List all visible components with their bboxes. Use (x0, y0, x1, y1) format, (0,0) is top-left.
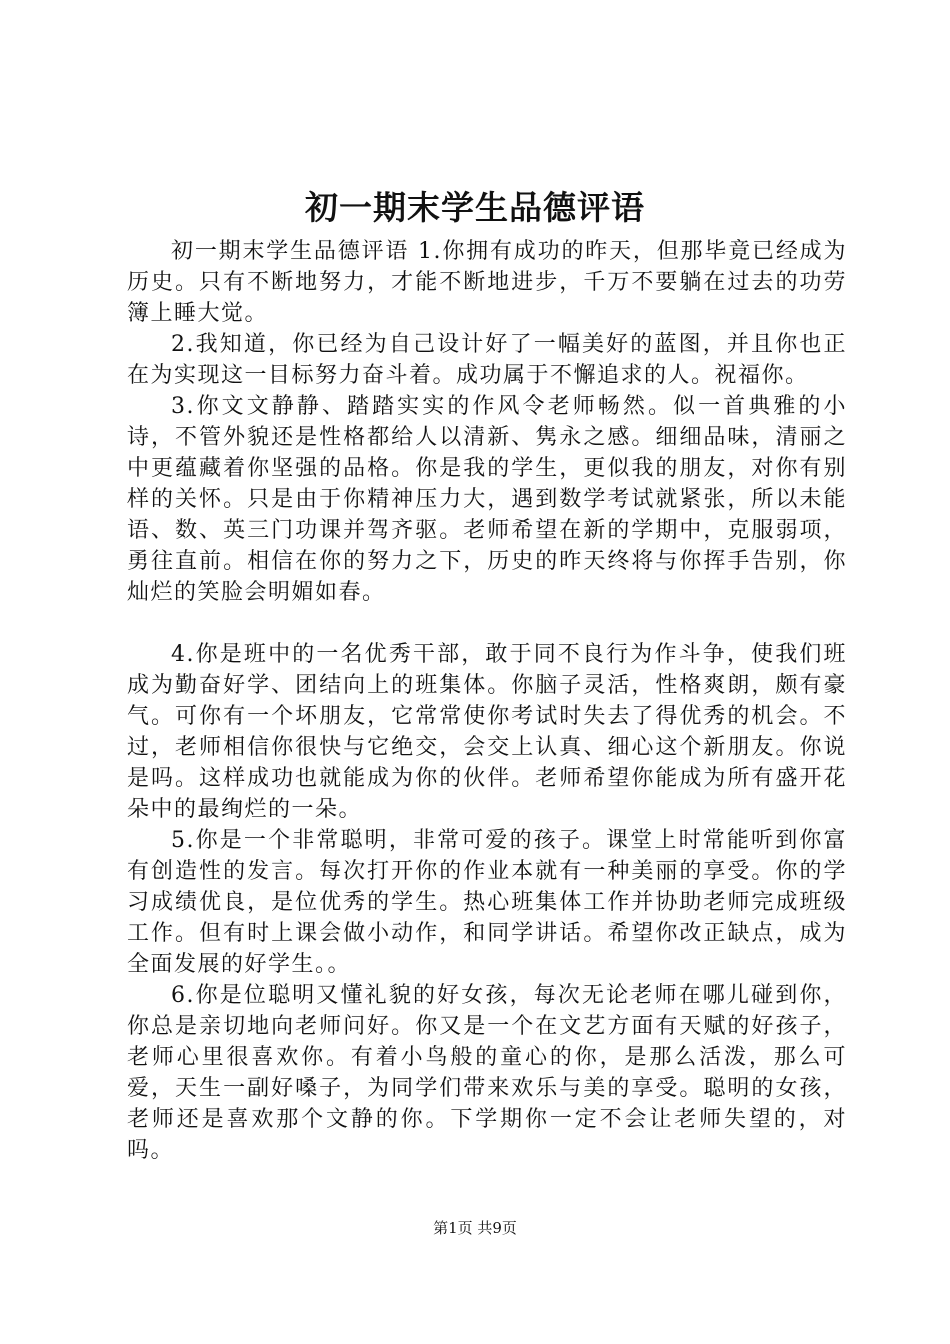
paragraph-2: 2.我知道，你已经为自己设计好了一幅美好的蓝图，并且你也正在为实现这一目标努力奋斗着。成功属于不懈追求的人。祝福你。 (127, 332, 847, 388)
document-title: 初一期末学生品德评语 (305, 188, 645, 227)
paragraph-5: 5.你是一个非常聪明，非常可爱的孩子。课堂上时常能听到你富有创造性的发言。每次打开你的作业本就有一种美丽的享受。你的学习成绩优良，是位优秀的学生。热心班集体工作并协助老师完成班级工作。但有时上课会做小动作，和同学讲话。希望你改正缺点，成为全面发展的好学生。。 (127, 828, 847, 977)
paragraph-1: 初一期末学生品德评语 1.你拥有成功的昨天，但那毕竟已经成为历史。只有不断地努力，才能不断地进步，千万不要躺在过去的功劳簿上睡大觉。 (127, 239, 847, 326)
paragraph-6: 6.你是位聪明又懂礼貌的好女孩，每次无论老师在哪儿碰到你，你总是亲切地向老师问好。你又是一个在文艺方面有天赋的好孩子，老师心里很喜欢你。有着小鸟般的童心的你，是那么活泼，那么可爱，天生一副好嗓子，为同学们带来欢乐与美的享受。聪明的女孩，老师还是喜欢那个文静的你。下学期你一定不会让老师失望的，对吗。 (127, 983, 847, 1163)
page-footer: 第1页 共9页 (433, 1219, 517, 1237)
document-body (127, 236, 847, 1166)
paragraph-4: 4.你是班中的一名优秀干部，敢于同不良行为作斗争，使我们班成为勤奋好学、团结向上的班集体。你脑子灵活，性格爽朗，颇有豪气。可你有一个坏朋友，它常常使你考试时失去了得优秀的机会。不过，老师相信你很快与它绝交，会交上认真、细心这个新朋友。你说是吗。这样成功也就能成为你的伙伴。老师希望你能成为所有盛开花朵中的最绚烂的一朵。 (127, 642, 847, 822)
paragraph-3: 3.你文文静静、踏踏实实的作风令老师畅然。似一首典雅的小诗，不管外貌还是性格都给人以清新、隽永之感。细细品味，清丽之中更蕴藏着你坚强的品格。你是我的学生，更似我的朋友，对你有别样的关怀。只是由于你精神压力大，遇到数学考试就紧张，所以未能语、数、英三门功课并驾齐驱。老师希望在新的学期中，克服弱项，勇往直前。相信在你的努力之下，历史的昨天终将与你挥手告别，你灿烂的笑脸会明媚如春。 (127, 394, 847, 605)
